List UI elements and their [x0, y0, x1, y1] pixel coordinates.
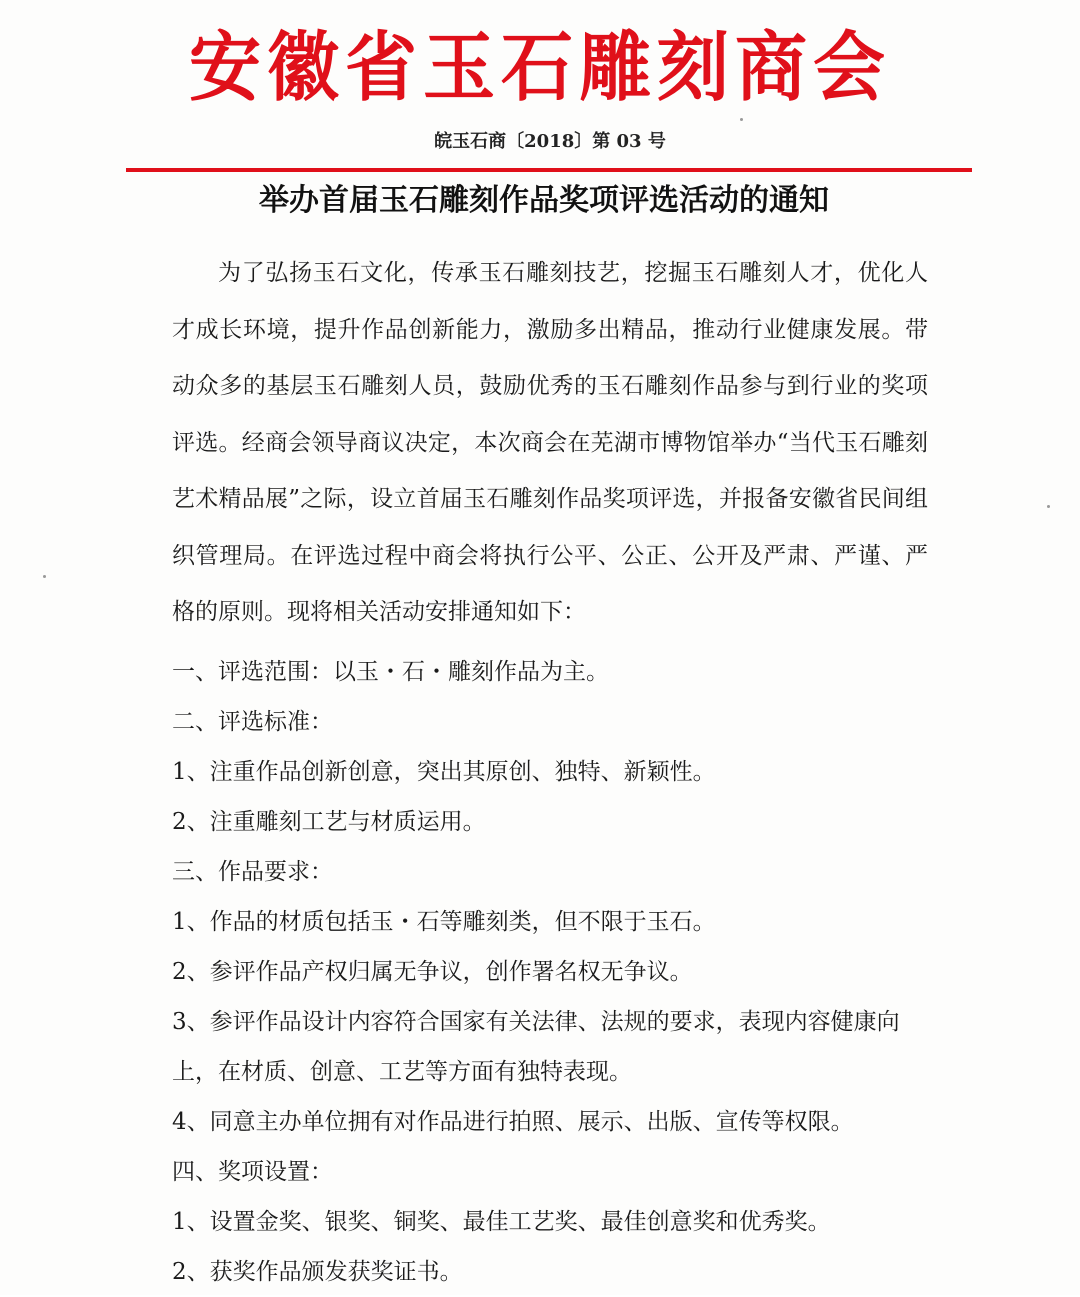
document-number: 皖玉石商〔2018〕第 03 号 [434, 131, 666, 152]
scan-speck [1047, 505, 1050, 508]
award-item-2: 2、获奖作品颁发获奖证书。 [172, 1258, 463, 1285]
section-awards: 四、奖项设置： [172, 1158, 333, 1185]
organization-letterhead: 安徽省玉石雕刻商会 [188, 21, 891, 112]
requirement-item-2: 2、参评作品产权归属无争议，创作署名权无争议。 [172, 958, 693, 985]
scan-speck [740, 118, 743, 121]
section-scope: 一、评选范围：以玉・石・雕刻作品为主。 [172, 658, 609, 685]
requirement-item-3: 3、参评作品设计内容符合国家有关法律、法规的要求，表现内容健康向上，在材质、创意、工艺等方面有独特表现。 [172, 1008, 900, 1085]
letterhead-red-rule [126, 168, 972, 172]
scan-speck [43, 575, 46, 578]
intro-paragraph: 为了弘扬玉石文化，传承玉石雕刻技艺，挖掘玉石雕刻人才，优化人才成长环境，提升作品创新能力，激励多出精品，推动行业健康发展。带动众多的基层玉石雕刻人员，鼓励优秀的玉石雕刻作品参与到行业的奖项评选。经商会领导商议决定，本次商会在芜湖市博物馆举办“当代玉石雕刻艺术精品展”之际，设立首届玉石雕刻作品奖项评选，并报备安徽省民间组织管理局。在评选过程中商会将执行公平、公正、公开及严肃、严谨、严格的原则。现将相关活动安排通知如下： [172, 260, 928, 625]
section-requirements: 三、作品要求： [172, 858, 333, 885]
notice-title: 举办首届玉石雕刻作品奖项评选活动的通知 [259, 183, 829, 218]
notice-body [172, 245, 928, 1297]
criteria-item-2: 2、注重雕刻工艺与材质运用。 [172, 808, 486, 835]
award-item-1: 1、设置金奖、银奖、铜奖、最佳工艺奖、最佳创意奖和优秀奖。 [172, 1208, 831, 1235]
criteria-item-1: 1、注重作品创新创意，突出其原创、独特、新颖性。 [172, 758, 716, 785]
requirement-item-4: 4、同意主办单位拥有对作品进行拍照、展示、出版、宣传等权限。 [172, 1108, 854, 1135]
section-criteria: 二、评选标准： [172, 708, 333, 735]
requirement-item-1: 1、作品的材质包括玉・石等雕刻类，但不限于玉石。 [172, 908, 716, 935]
